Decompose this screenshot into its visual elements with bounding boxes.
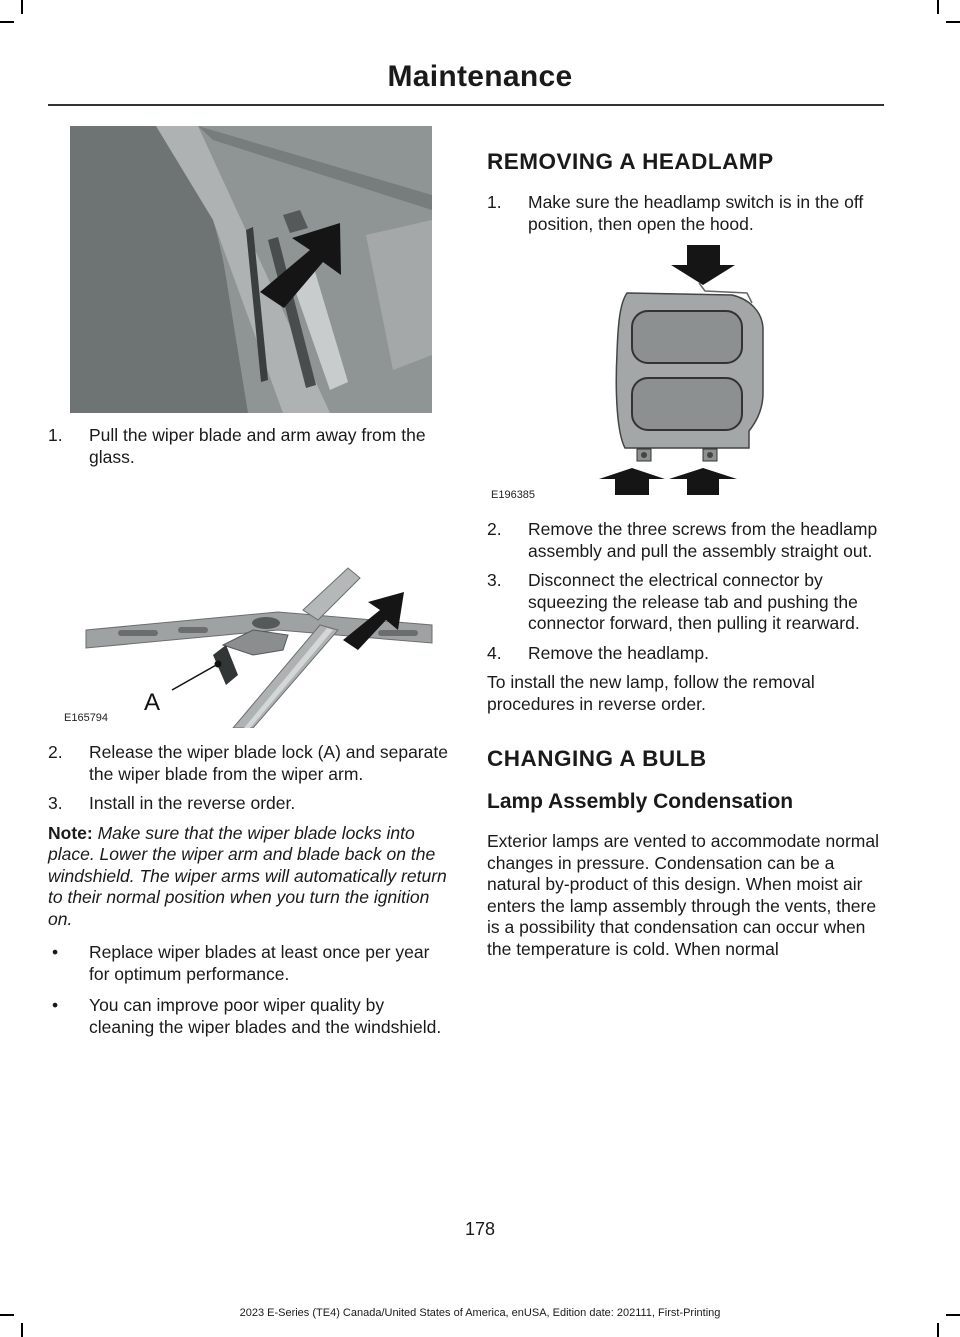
arrow-up-icon [599, 468, 665, 495]
headlamp-figure [487, 243, 882, 511]
bullet-symbol: • [52, 942, 59, 962]
note-label: Note: [48, 822, 93, 843]
step-text: Remove the headlamp. [528, 642, 709, 663]
crop-mark [937, 0, 939, 14]
header-divider [48, 104, 884, 106]
wiper-arm-illustration [48, 120, 448, 415]
crop-mark [21, 1323, 23, 1337]
list-item [48, 995, 448, 1038]
wiper-lock-figure [48, 480, 448, 728]
headlamp-step-2 [487, 519, 882, 562]
wiper-step-1 [48, 425, 448, 468]
step-number: 3. [487, 570, 502, 590]
step-text: Disconnect the electrical connector by squeezing the release tab and pushing the connector forward, then pulling it rearward. [528, 570, 860, 633]
wiper-step-3 [48, 793, 448, 815]
wiper-step-2 [48, 742, 448, 785]
footer-text: 2023 E-Series (TE4) Canada/United States of America, enUSA, Edition date: 202111, First-Printing [239, 1307, 721, 1319]
section-heading: CHANGING A BULB [487, 746, 707, 771]
step-number: 2. [48, 742, 63, 762]
list-item [48, 942, 448, 985]
headlamp-step-1 [487, 192, 882, 235]
step-number: 1. [48, 425, 63, 445]
wiper-lock-illustration [48, 480, 448, 728]
subsection-heading: Lamp Assembly Condensation [487, 790, 794, 813]
figure-code: E196385 [491, 489, 536, 501]
step-text: Make sure the headlamp switch is in the off position, then open the hood. [528, 192, 864, 234]
bullet-text: You can improve poor wiper quality by cleaning the wiper blades and the windshield. [89, 995, 442, 1037]
figure-code: E165794 [64, 712, 109, 724]
section-heading: REMOVING A HEADLAMP [487, 149, 774, 174]
step-text: Pull the wiper blade and arm away from the glass. [89, 425, 426, 467]
headlamp-illustration [487, 243, 882, 511]
step-number: 1. [487, 192, 502, 212]
arrow-down-icon [671, 245, 735, 285]
install-paragraph: To install the new lamp, follow the removal procedures in reverse order. [487, 672, 815, 714]
left-column [48, 120, 448, 1048]
page-title: Maintenance [387, 60, 573, 93]
headlamp-step-4 [487, 643, 882, 665]
step-number: 2. [487, 519, 502, 539]
crop-mark [21, 0, 23, 14]
note [48, 823, 448, 931]
right-column [487, 120, 882, 970]
bullet-symbol: • [52, 995, 59, 1015]
step-text: Remove the three screws from the headlamp assembly and pull the assembly straight out. [528, 519, 878, 561]
step-text: Release the wiper blade lock (A) and separate the wiper blade from the wiper arm. [89, 742, 448, 784]
crop-mark [937, 1323, 939, 1337]
step-number: 4. [487, 642, 502, 663]
note-text: Make sure that the wiper blade locks into place. Lower the wiper arm and blade back on the windshield. The wiper arms will automatically return to their normal position when you turn the ignition on. [48, 822, 447, 929]
step-number: 3. [48, 793, 63, 813]
callout-a-label: A [144, 689, 161, 716]
condensation-paragraph: Exterior lamps are vented to accommodate normal changes in pressure. Condensation can be a natural by-product of this design. When moist air enters the lamp assembly through the vents, there is a possibility that condensation can occur when the temperature is cold. When normal [487, 831, 879, 959]
crop-mark [0, 21, 14, 23]
wiper-arm-figure [48, 120, 448, 415]
headlamp-step-3 [487, 570, 882, 635]
crop-mark [946, 21, 960, 23]
page-number: 178 [464, 1219, 496, 1239]
step-text: Install in the reverse order. [89, 793, 296, 813]
bullet-text: Replace wiper blades at least once per year for optimum performance. [89, 942, 430, 984]
arrow-up-icon [669, 468, 737, 495]
